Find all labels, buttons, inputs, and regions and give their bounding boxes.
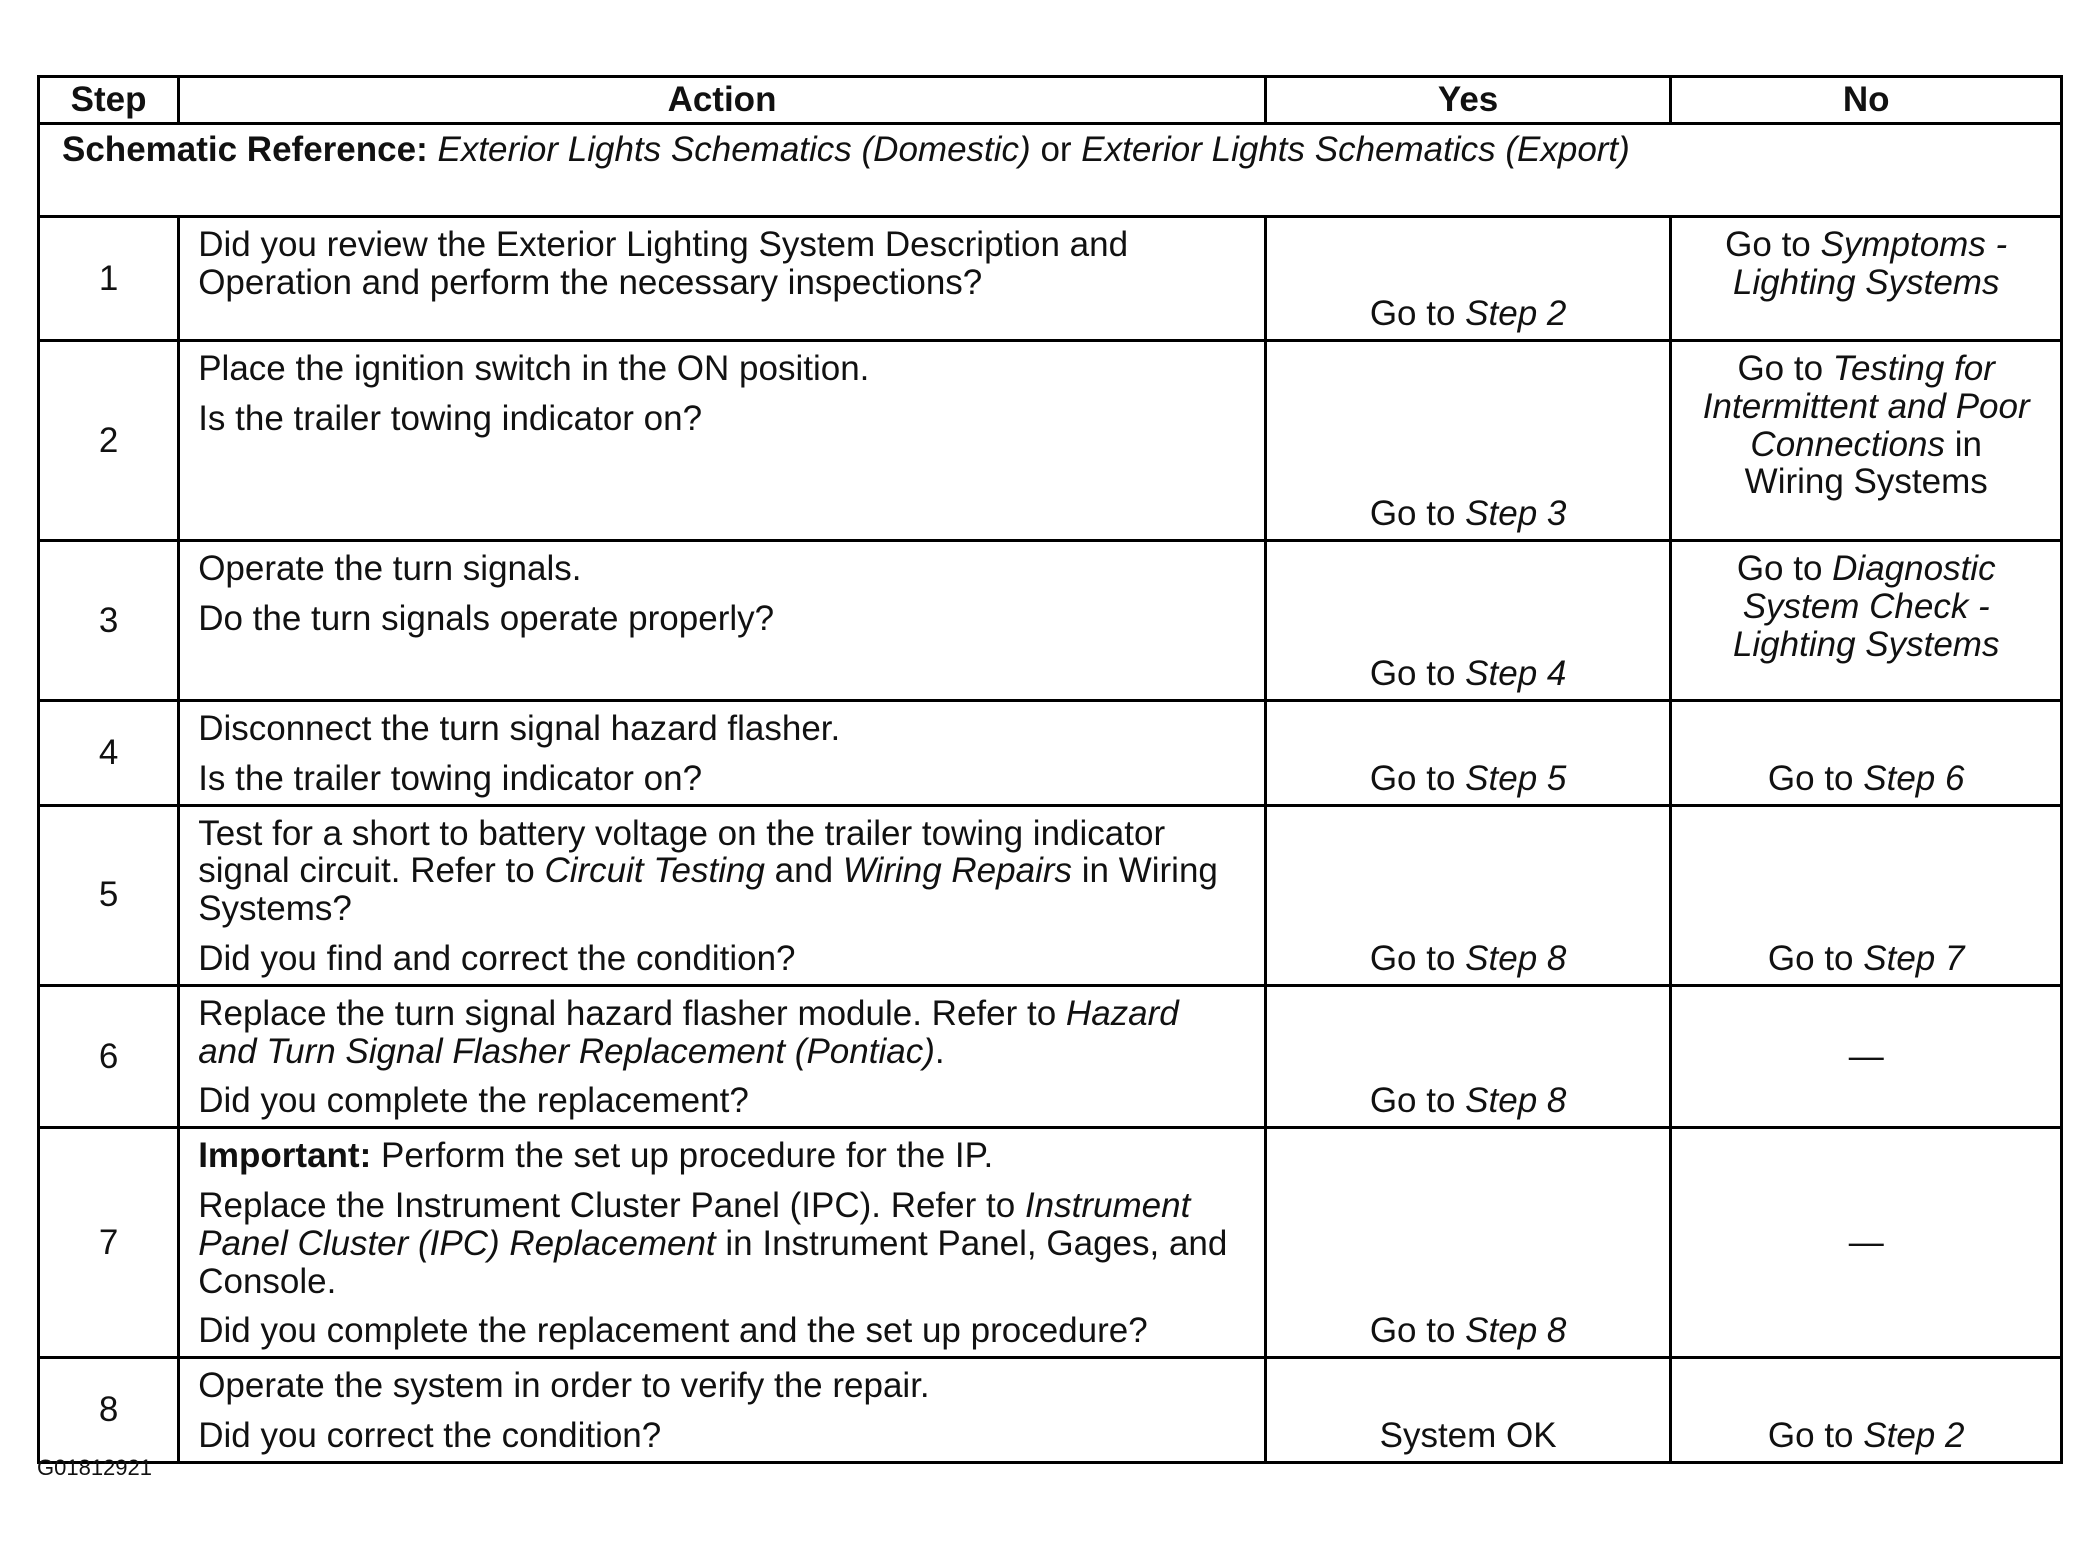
no-prefix: Go to <box>1725 225 1811 264</box>
action-question: Is the trailer towing indicator on? <box>198 398 703 438</box>
no-cell <box>1671 341 2062 541</box>
step-number: 8 <box>39 1358 179 1463</box>
no-cell <box>1671 805 2062 985</box>
no-dash: — <box>1848 1036 1884 1076</box>
action-link: Instrument Panel Cluster (IPC) Replacement <box>198 1185 1191 1263</box>
yes-prefix: Go to <box>1369 1081 1456 1121</box>
no-cell <box>1671 1128 2062 1358</box>
important-label: Important: <box>198 1136 372 1176</box>
yes-link: Step 3 <box>1465 494 1567 534</box>
no-cell <box>1671 217 2062 341</box>
action-line: Operate the turn signals. <box>198 549 582 588</box>
action-instruction <box>198 1187 1246 1300</box>
yes-cell <box>1265 341 1671 541</box>
action-cell <box>179 1358 1266 1463</box>
action-link: Hazard and Turn Signal Flasher Replacement (Pontiac) <box>198 993 1179 1071</box>
yes-link: Step 4 <box>1465 654 1567 694</box>
action-line: Disconnect the turn signal hazard flasher. <box>198 709 841 748</box>
header-row <box>39 77 2062 124</box>
yes-prefix: Go to <box>1369 758 1456 798</box>
table-row <box>39 805 2062 985</box>
action-text: and <box>774 851 834 891</box>
yes-cell <box>1265 985 1671 1127</box>
yes-link: Step 5 <box>1465 758 1567 798</box>
yes-prefix: Go to <box>1369 1311 1456 1351</box>
action-instruction <box>198 995 1246 1071</box>
no-prefix: Go to <box>1767 758 1854 798</box>
schematic-reference <box>39 124 2062 217</box>
schematic-label: Schematic Reference: <box>62 130 428 169</box>
action-cell <box>179 805 1266 985</box>
schematic-ref-domestic: Exterior Lights Schematics (Domestic) <box>437 130 1031 169</box>
no-prefix: Go to <box>1736 549 1823 588</box>
no-link: Symptoms - Lighting Systems <box>1732 225 2008 302</box>
table-row <box>39 701 2062 806</box>
action-text: Test for a short to battery voltage on the trailer towing indicator signal circuit. Refer to <box>198 813 1166 891</box>
action-cell <box>179 701 1266 806</box>
no-cell <box>1671 701 2062 806</box>
action-line: Operate the system in order to verify the repair. <box>198 1366 930 1406</box>
action-text: Replace the turn signal hazard flasher module. Refer to <box>198 993 1057 1033</box>
header-step: Step <box>39 77 179 124</box>
no-suffix: in Wiring Systems <box>1744 424 1988 502</box>
yes-prefix: Go to <box>1369 294 1456 334</box>
no-link: Step 6 <box>1863 758 1965 798</box>
no-link: Step 2 <box>1863 1415 1965 1455</box>
action-text: Did you review the Exterior Lighting System Description and Operation and perform the necessary inspections? <box>198 225 1129 302</box>
no-link: Testing for Intermittent and Poor Connections <box>1702 349 2030 464</box>
no-link: Diagnostic System Check - Lighting Systems <box>1732 549 2000 664</box>
yes-cell <box>1265 805 1671 985</box>
yes-cell <box>1265 1358 1671 1463</box>
no-dash: — <box>1848 1222 1884 1262</box>
important-note <box>198 1137 1246 1175</box>
step-number: 5 <box>39 805 179 985</box>
header-action: Action <box>179 77 1266 124</box>
header-no: No <box>1671 77 2062 124</box>
schematic-or: or <box>1040 130 1072 169</box>
step-number: 2 <box>39 341 179 541</box>
step-number: 3 <box>39 541 179 701</box>
yes-link: Step 2 <box>1465 294 1567 334</box>
action-question: Is the trailer towing indicator on? <box>198 758 703 798</box>
no-prefix: Go to <box>1767 938 1854 978</box>
step-number: 1 <box>39 217 179 341</box>
no-cell <box>1671 541 2062 701</box>
no-cell <box>1671 1358 2062 1463</box>
table-row <box>39 1358 2062 1463</box>
action-question: Did you correct the condition? <box>198 1415 662 1455</box>
action-cell <box>179 1128 1266 1358</box>
table-row <box>39 1128 2062 1358</box>
action-text: in Instrument Panel, Gages, and Console. <box>198 1223 1228 1301</box>
yes-cell <box>1265 217 1671 341</box>
table-row <box>39 985 2062 1127</box>
action-cell <box>179 217 1266 341</box>
action-text: . <box>934 1031 945 1071</box>
step-number: 7 <box>39 1128 179 1358</box>
schematic-ref-export: Exterior Lights Schematics (Export) <box>1081 130 1630 169</box>
action-cell <box>179 341 1266 541</box>
table-row <box>39 341 2062 541</box>
yes-cell <box>1265 541 1671 701</box>
no-link: Step 7 <box>1863 938 1965 978</box>
yes-prefix: Go to <box>1369 494 1456 534</box>
yes-link: Step 8 <box>1465 1081 1567 1121</box>
yes-link: Step 8 <box>1465 1311 1567 1351</box>
yes-link: Step 8 <box>1465 938 1567 978</box>
action-link: Wiring Repairs <box>842 851 1073 891</box>
action-question: Do the turn signals operate properly? <box>198 598 775 638</box>
no-prefix: Go to <box>1737 349 1824 388</box>
table-row <box>39 541 2062 701</box>
step-number: 4 <box>39 701 179 806</box>
important-text: Perform the set up procedure for the IP. <box>380 1136 994 1176</box>
no-prefix: Go to <box>1767 1415 1854 1455</box>
action-link: Circuit Testing <box>544 851 765 891</box>
yes-cell <box>1265 701 1671 806</box>
diagnostic-table <box>37 75 2063 1464</box>
figure-id: G01812921 <box>37 1455 152 1480</box>
action-question: Did you find and correct the condition? <box>198 938 796 978</box>
no-cell <box>1671 985 2062 1127</box>
action-instruction <box>198 815 1246 928</box>
action-line: Place the ignition switch in the ON position. <box>198 349 870 388</box>
yes-text: System OK <box>1379 1415 1557 1455</box>
schematic-reference-row <box>39 124 2062 217</box>
step-number: 6 <box>39 985 179 1127</box>
action-question: Did you complete the replacement? <box>198 1081 749 1121</box>
action-text: in Wiring Systems? <box>198 851 1218 929</box>
yes-prefix: Go to <box>1369 654 1456 694</box>
action-cell <box>179 985 1266 1127</box>
header-yes: Yes <box>1265 77 1671 124</box>
action-text: Replace the Instrument Cluster Panel (IPC). Refer to <box>198 1185 1016 1225</box>
yes-prefix: Go to <box>1369 938 1456 978</box>
action-cell <box>179 541 1266 701</box>
yes-cell <box>1265 1128 1671 1358</box>
table-row <box>39 217 2062 341</box>
action-question: Did you complete the replacement and the set up procedure? <box>198 1311 1148 1351</box>
